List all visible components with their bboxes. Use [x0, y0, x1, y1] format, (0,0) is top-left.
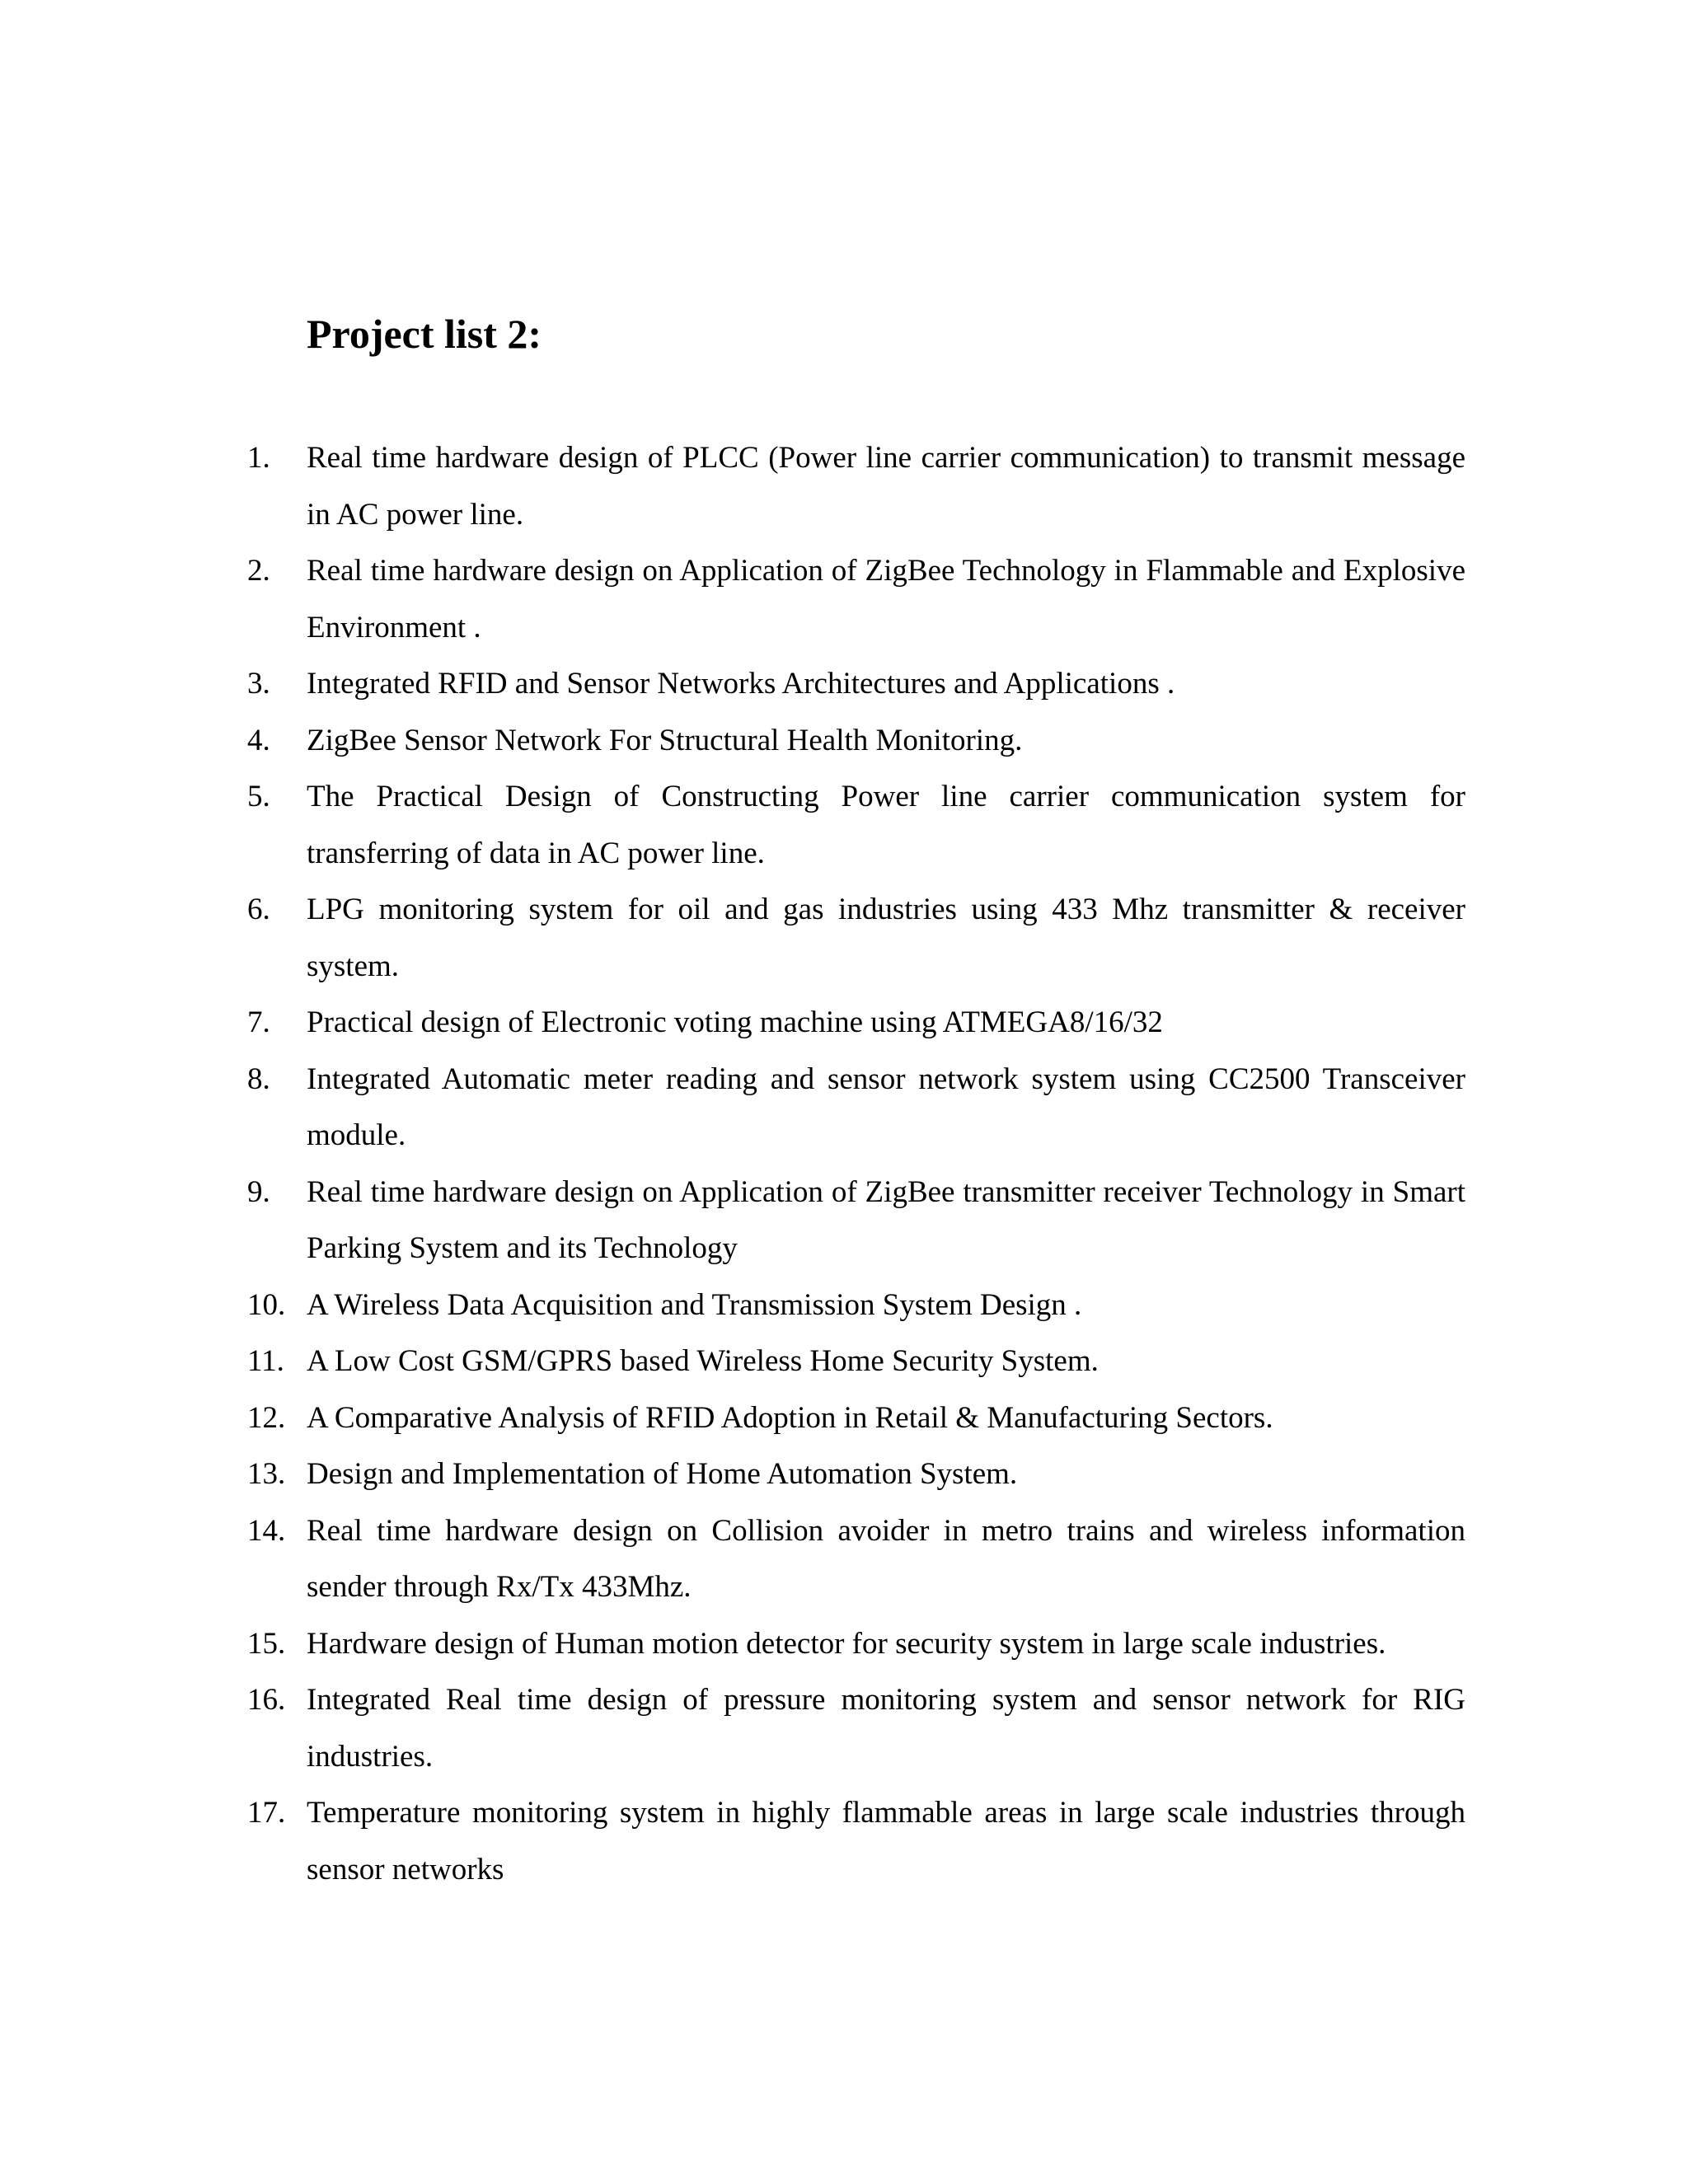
item-text: The Practical Design of Constructing Power line carrier communication system for transferring of data in AC power line.: [307, 780, 1465, 870]
item-number: 7.: [247, 1005, 270, 1039]
item-number: 8.: [247, 1062, 270, 1096]
list-item: [247, 1503, 1465, 1616]
item-number: 2.: [247, 554, 270, 588]
page-title: Project list 2:: [307, 311, 542, 357]
list-item: [247, 769, 1465, 882]
list-item: [247, 995, 1465, 1052]
item-number: 9.: [247, 1174, 270, 1209]
item-text: Integrated RFID and Sensor Networks Architectures and Applications .: [307, 667, 1175, 701]
item-number: 14.: [247, 1513, 286, 1548]
item-number: 3.: [247, 667, 270, 701]
item-text: A Wireless Data Acquisition and Transmission System Design .: [307, 1287, 1082, 1322]
item-number: 16.: [247, 1683, 286, 1717]
list-item: [247, 1785, 1465, 1898]
list-item: [247, 1052, 1465, 1165]
item-number: 10.: [247, 1287, 286, 1322]
item-text: Real time hardware design of PLCC (Power line carrier communication) to transmit message in AC power line.: [307, 441, 1465, 532]
item-number: 15.: [247, 1626, 286, 1661]
item-number: 5.: [247, 780, 270, 813]
list-item: [247, 1616, 1465, 1673]
item-text: A Comparative Analysis of RFID Adoption in Retail & Manufacturing Sectors.: [307, 1400, 1273, 1435]
list-item: [247, 713, 1465, 770]
item-number: 12.: [247, 1400, 286, 1435]
item-number: 4.: [247, 723, 270, 757]
item-number: 1.: [247, 441, 270, 475]
item-text: ZigBee Sensor Network For Structural Health Monitoring.: [307, 723, 1023, 757]
item-number: 17.: [247, 1796, 286, 1830]
item-text: Real time hardware design on Application of ZigBee transmitter receiver Technology in Smart Parking System and its Technology: [307, 1174, 1465, 1265]
list-item: [247, 1390, 1465, 1447]
list-item: [247, 1277, 1465, 1334]
list-item: [247, 1446, 1465, 1503]
item-text: Integrated Real time design of pressure monitoring system and sensor network for RIG industries.: [307, 1683, 1465, 1774]
list-item: [247, 430, 1465, 543]
list-item: [247, 543, 1465, 656]
item-text: Practical design of Electronic voting machine using ATMEGA8/16/32: [307, 1005, 1163, 1039]
item-number: 11.: [247, 1344, 284, 1378]
item-text: A Low Cost GSM/GPRS based Wireless Home Security System.: [307, 1344, 1099, 1378]
item-text: Design and Implementation of Home Automation System.: [307, 1457, 1018, 1491]
list-item: [247, 1333, 1465, 1390]
item-number: 6.: [247, 893, 270, 926]
list-item: [247, 882, 1465, 995]
item-number: 13.: [247, 1457, 286, 1491]
item-text: LPG monitoring system for oil and gas industries using 433 Mhz transmitter & receiver system.: [307, 893, 1465, 983]
item-text: Hardware design of Human motion detector for security system in large scale industries.: [307, 1626, 1386, 1661]
list-item: [247, 1672, 1465, 1785]
item-text: Temperature monitoring system in highly flammable areas in large scale industries through sensor networks: [307, 1796, 1465, 1886]
list-item: [247, 656, 1465, 713]
project-list: [247, 430, 1465, 1898]
list-item: [247, 1165, 1465, 1277]
item-text: Real time hardware design on Application of ZigBee Technology in Flammable and Explosive Environment .: [307, 554, 1465, 644]
item-text: Integrated Automatic meter reading and sensor network system using CC2500 Transceiver module.: [307, 1062, 1465, 1152]
item-text: Real time hardware design on Collision avoider in metro trains and wireless information sender through Rx/Tx 433Mhz.: [307, 1513, 1465, 1604]
